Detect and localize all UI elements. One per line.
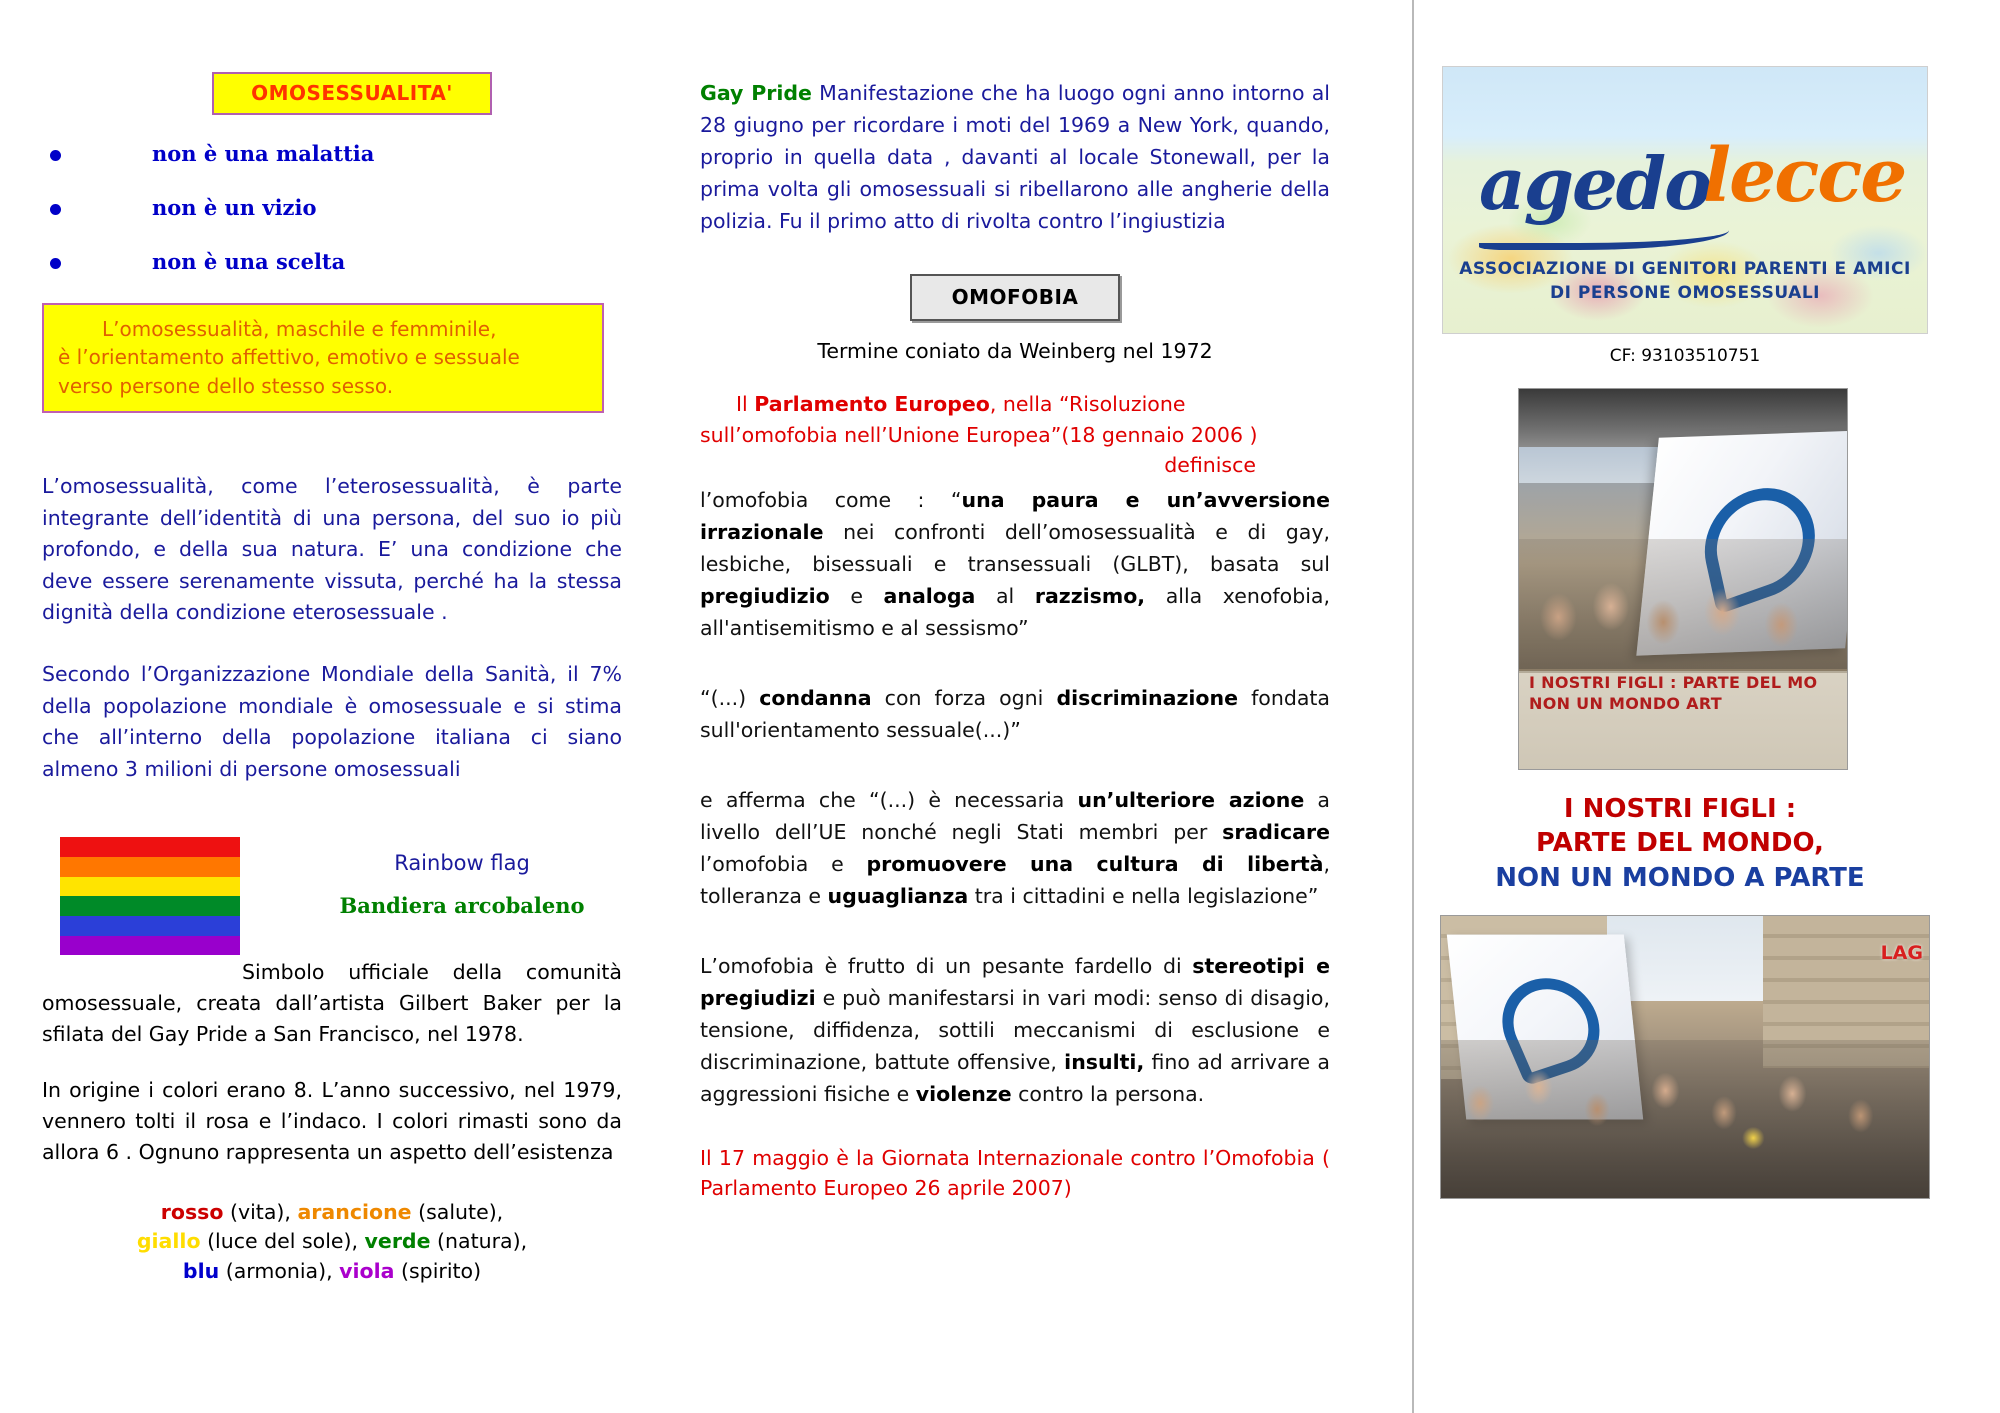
legend-meaning-arancione: (salute), bbox=[411, 1199, 504, 1224]
flag-stripe-yellow bbox=[60, 877, 240, 897]
flag-stripe-orange bbox=[60, 857, 240, 877]
cond-d: fondata sull'orientamento sessuale(...)” bbox=[700, 685, 1330, 742]
middle-column bbox=[700, 0, 1330, 1225]
definition-line-3: verso persone dello stesso sesso. bbox=[58, 373, 394, 398]
legend-meaning-blu: (armonia), bbox=[219, 1259, 340, 1284]
spacer bbox=[42, 413, 512, 471]
photo-crowd bbox=[1519, 539, 1847, 669]
flag-stripe-blue bbox=[60, 916, 240, 936]
flag-label-english: Rainbow flag bbox=[394, 851, 530, 876]
list-item bbox=[42, 195, 512, 220]
bullet-dot-icon bbox=[50, 150, 61, 161]
photo-sign-text: LAG bbox=[1880, 941, 1923, 964]
flag-label-italian: Bandiera arcobaleno bbox=[339, 893, 585, 919]
paragraph-frutto-stereotipi bbox=[700, 951, 1330, 1111]
spacer bbox=[700, 913, 1330, 947]
bullet-label: non è una scelta bbox=[152, 249, 346, 274]
rainbow-flag-labels bbox=[307, 851, 617, 918]
paragraph-who-statistics: Secondo l’Organizzazione Mondiale della Sanità, il 7% della popolazione mondiale è omosessuale e si stima che all’interno della popolazione italiana ci siano almeno 3 milioni di persone omosessuali bbox=[42, 661, 622, 781]
logo-swoosh-icon bbox=[1479, 217, 1729, 250]
legend-color-viola: viola bbox=[339, 1259, 395, 1284]
cond-a: “(...) bbox=[700, 685, 760, 710]
spacer bbox=[700, 645, 1330, 679]
legend-color-giallo: giallo bbox=[136, 1229, 201, 1254]
flag-color-legend bbox=[42, 1198, 622, 1287]
def-bold-pregiudizio: pregiudizio bbox=[700, 584, 830, 608]
definition-callout-box bbox=[42, 303, 604, 413]
flag-stripe-green bbox=[60, 896, 240, 916]
aff-e: , tolleranza e bbox=[700, 851, 1330, 908]
legend-line-3 bbox=[42, 1257, 622, 1287]
aff-bold-uguaglianza: uguaglianza bbox=[827, 883, 969, 908]
def-d: e bbox=[829, 584, 884, 608]
logo-subtitle-line-1: ASSOCIAZIONE DI GENITORI PARENTI E AMICI bbox=[1459, 259, 1911, 279]
resolution-line-3: definisce bbox=[1164, 453, 1256, 478]
paragraph-flag-colors-history: In origine i colori erano 8. L’anno successivo, nel 1979, vennero tolti il rosa e l’indaco. I colori rimasti sono da allora 6 . Ognuno rappresenta un aspetto dell’esistenza bbox=[42, 1078, 622, 1164]
fru-a: L’omofobia è frutto di un pesante fardello di bbox=[700, 953, 1193, 978]
paragraph-afferma bbox=[700, 785, 1330, 913]
slogan-line-2: PARTE DEL MONDO, bbox=[1536, 828, 1824, 859]
list-item bbox=[42, 249, 512, 274]
legend-meaning-rosso: (vita), bbox=[223, 1199, 298, 1224]
photo-protest-banner bbox=[1519, 671, 1847, 769]
aff-c: a livello dell’UE nonché negli Stati membri per bbox=[700, 787, 1330, 844]
slogan-block bbox=[1430, 792, 1930, 895]
fiscal-code: CF: 93103510751 bbox=[1609, 346, 1761, 366]
cond-c: con forza ogni bbox=[871, 685, 1057, 710]
legend-line-2 bbox=[42, 1227, 622, 1257]
rainbow-flag-icon bbox=[60, 837, 240, 955]
omofobia-heading: OMOFOBIA bbox=[951, 284, 1079, 309]
cond-bold-discriminazione: discriminazione bbox=[1056, 685, 1238, 710]
vertical-divider bbox=[1412, 0, 1414, 1413]
def-c: nei confronti dell’omosessualità e di gay, lesbiche, bisessuali e transessuali (GLBT), basata sul bbox=[700, 520, 1330, 577]
banner-line-2: NON UN MONDO ART bbox=[1529, 693, 1722, 713]
photo-pride-demonstration bbox=[1518, 388, 1848, 770]
fru-d: fino ad arrivare a aggressioni fisiche e bbox=[700, 1049, 1330, 1106]
bullet-label: non è un vizio bbox=[152, 195, 317, 220]
eu-parliament-resolution bbox=[700, 389, 1330, 481]
flag-stripe-violet bbox=[60, 936, 240, 956]
spacer bbox=[42, 1049, 512, 1075]
photo-sky-center bbox=[1607, 916, 1763, 1001]
def-f: alla xenofobia, all'antisemitismo e al sessismo” bbox=[700, 584, 1330, 640]
def-bold-paura: una paura e un’avversione irrazionale bbox=[700, 488, 1330, 545]
paragraph-identity: L’omosessualità, come l’eterosessualità, è parte integrante dell’identità di una persona, del suo io più profondo, e della sua natura. E’ una condizione che deve essere serenamente vissuta, perché ha la stessa dignità della condizione eterosessuale . bbox=[42, 474, 622, 625]
aff-bold-sradicare: sradicare bbox=[1222, 819, 1330, 844]
photo-crowd-2 bbox=[1441, 1040, 1929, 1198]
flag-stripe-red bbox=[60, 837, 240, 857]
paragraph-omofobia-definition bbox=[700, 485, 1330, 645]
weinberg-note: Termine coniato da Weinberg nel 1972 bbox=[817, 338, 1213, 363]
def-e: al bbox=[975, 584, 1035, 608]
aff-bold-cultura: promuovere una cultura di libertà bbox=[866, 851, 1324, 876]
bullet-dot-icon bbox=[50, 258, 61, 269]
slogan-line-1: I NOSTRI FIGLI : bbox=[1563, 794, 1797, 824]
omosessualita-title-box bbox=[212, 72, 492, 115]
spacer bbox=[42, 629, 512, 659]
fru-bold-insulti: insulti, bbox=[1064, 1049, 1145, 1074]
logo-word-lecce: lecce bbox=[1703, 133, 1906, 219]
fru-e: contro la persona. bbox=[1011, 1081, 1205, 1106]
spacer bbox=[700, 747, 1330, 781]
paragraph-giornata-internazionale: Il 17 maggio è la Giornata Internazionale contro l’Omofobia ( Parlamento Europeo 26 aprile 2007) bbox=[700, 1145, 1330, 1201]
resolution-line-2: sull’omofobia nell’Unione Europea”(18 gennaio 2006 ) bbox=[700, 422, 1258, 447]
legend-color-verde: verde bbox=[364, 1229, 431, 1254]
aff-bold-azione: un’ulteriore azione bbox=[1077, 787, 1305, 812]
definition-line-2: è l’orientamento affettivo, emotivo e sessuale bbox=[58, 345, 520, 370]
definition-line-1: L’omosessualità, maschile e femminile, bbox=[102, 317, 497, 341]
parlamento-europeo-label: Parlamento Europeo bbox=[754, 391, 990, 416]
legend-color-rosso: rosso bbox=[160, 1199, 224, 1224]
gay-pride-text: Manifestazione che ha luogo ogni anno intorno al 28 giugno per ricordare i moti del 1969 a New York, quando, proprio in quella data , davanti al locale Stonewall, per la prima volta gli omosessuali si ribellarono alle angherie della polizia. Fu il primo atto di rivolta contro l’ingiustizia bbox=[700, 81, 1330, 233]
banner-line-1: I NOSTRI FIGLI : PARTE DEL MO bbox=[1529, 673, 1818, 692]
legend-line-1 bbox=[42, 1198, 622, 1228]
def-bold-razzismo: razzismo, bbox=[1034, 584, 1146, 608]
paragraph-condanna bbox=[700, 683, 1330, 747]
paragraph-gay-pride bbox=[700, 78, 1330, 238]
aff-d: l’omofobia e bbox=[700, 851, 867, 876]
paragraph-flag-origin bbox=[42, 957, 622, 1049]
bullet-label: non è una malattia bbox=[152, 141, 375, 166]
fru-bold-stereotipi: stereotipi e pregiudizi bbox=[700, 953, 1330, 1010]
legend-color-arancione: arancione bbox=[297, 1199, 412, 1224]
logo-word-agedo: agedo bbox=[1479, 141, 1711, 226]
definition-text bbox=[58, 315, 588, 400]
legend-meaning-giallo: (luce del sole), bbox=[200, 1229, 365, 1254]
def-a: l’omofobia come : “ bbox=[700, 488, 962, 513]
resolution-line-1 bbox=[700, 389, 1330, 420]
def-bold-analoga: analoga bbox=[883, 584, 976, 608]
gay-pride-heading: Gay Pride bbox=[700, 81, 812, 105]
fru-c: e può manifestarsi in vari modi: senso di disagio, tensione, diffidenza, sottili meccanismi di esclusione e discriminazione, battute offensive, bbox=[700, 985, 1330, 1074]
legend-color-blu: blu bbox=[182, 1259, 220, 1284]
slogan-line-3: NON UN MONDO A PARTE bbox=[1495, 862, 1865, 893]
left-column bbox=[42, 0, 622, 1287]
paragraph-flag-origin-text: Simbolo ufficiale della comunità omosessuale, creata dall’artista Gilbert Baker per la sfilata del Gay Pride a San Francisco, nel 1978. bbox=[42, 960, 622, 1046]
omofobia-title-box bbox=[910, 274, 1120, 321]
cond-bold-condanna: condanna bbox=[759, 685, 872, 710]
list-item bbox=[42, 141, 512, 166]
bullet-dot-icon bbox=[50, 204, 61, 215]
right-column bbox=[1430, 0, 1930, 1199]
bullet-list bbox=[42, 141, 512, 274]
photo-street-parade bbox=[1440, 915, 1930, 1199]
resolution-post: , nella “Risoluzione bbox=[989, 391, 1186, 416]
resolution-pre: Il bbox=[736, 391, 755, 416]
legend-meaning-viola: (spirito) bbox=[394, 1259, 482, 1284]
rainbow-flag-block bbox=[42, 837, 622, 957]
logo-subtitle-line-2: DI PERSONE OMOSESSUALI bbox=[1550, 283, 1820, 303]
legend-meaning-verde: (natura), bbox=[430, 1229, 528, 1254]
page-title: OMOSESSUALITA' bbox=[251, 81, 453, 105]
agedo-lecce-logo bbox=[1442, 66, 1928, 334]
aff-a: e afferma che “(...) è necessaria bbox=[700, 787, 1078, 812]
fru-bold-violenze: violenze bbox=[915, 1081, 1012, 1106]
aff-f: tra i cittadini e nella legislazione” bbox=[968, 883, 1319, 908]
